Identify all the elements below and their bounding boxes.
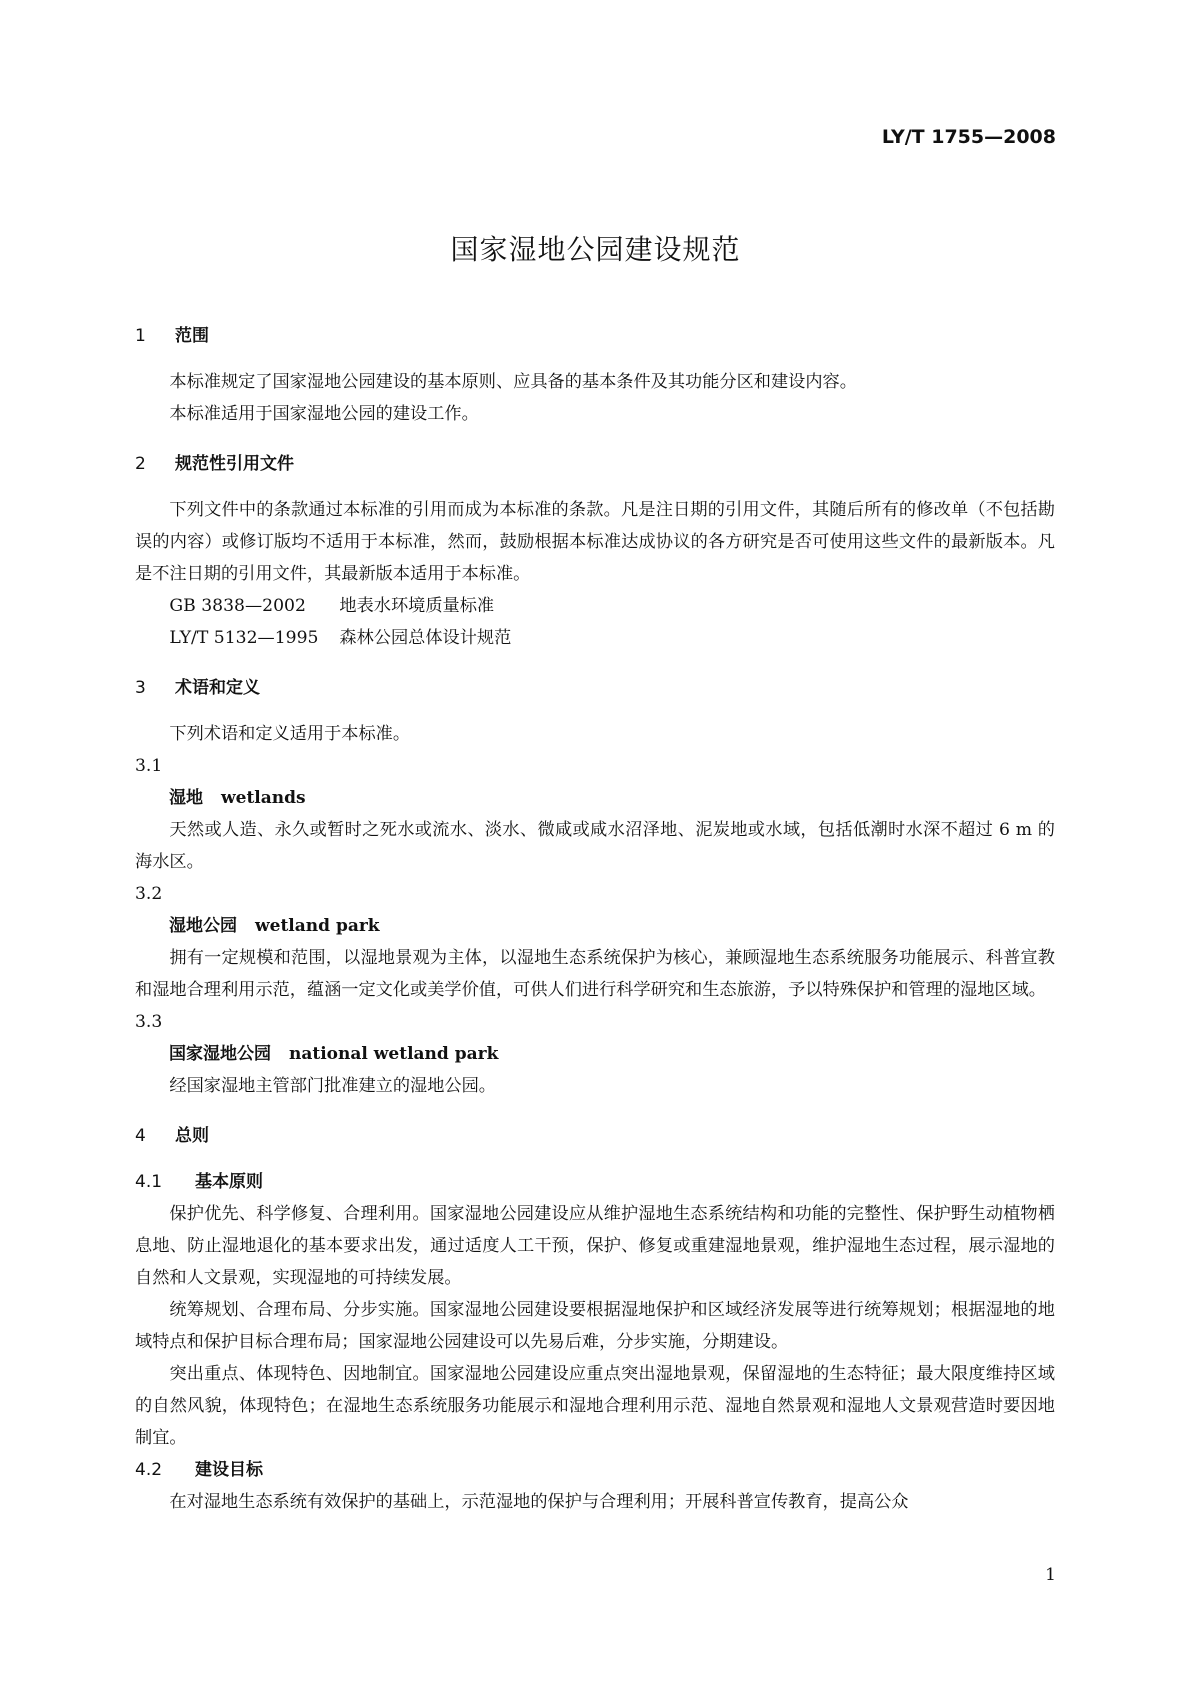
clause-number: 3.2	[135, 884, 163, 904]
section-heading-2	[135, 448, 1055, 480]
subsection-title: 建设目标	[195, 1460, 263, 1480]
paragraph: 在对湿地生态系统有效保护的基础上，示范湿地的保护与合理利用；开展科普宣传教育，提高公众	[169, 1492, 909, 1512]
section-number: 1	[135, 326, 146, 346]
section-title: 总则	[175, 1126, 209, 1146]
subsection-title: 基本原则	[195, 1172, 263, 1192]
document-body	[135, 320, 1055, 1518]
paragraph: 本标准规定了国家湿地公园建设的基本原则、应具备的基本条件及其功能分区和建设内容。	[169, 372, 857, 392]
term-heading	[135, 782, 1055, 814]
subsection-number: 4.1	[135, 1172, 163, 1192]
section-title: 规范性引用文件	[175, 454, 294, 474]
paragraph: 突出重点、体现特色、因地制宜。国家湿地公园建设应重点突出湿地景观，保留湿地的生态特征；最大限度维持区域的自然风貌，体现特色；在湿地生态系统服务功能展示和湿地合理利用示范、湿地自然景观和湿地人文景观营造时要因地制宜。	[135, 1364, 1055, 1448]
term-definition: 经国家湿地主管部门批准建立的湿地公园。	[169, 1076, 496, 1096]
reference-name: 森林公园总体设计规范	[339, 628, 512, 648]
term-heading	[135, 1038, 1055, 1070]
section-title: 范围	[175, 326, 209, 346]
page-number: 1	[1045, 1565, 1056, 1585]
reference-name: 地表水环境质量标准	[339, 596, 495, 616]
subsection-heading	[135, 1454, 1055, 1486]
paragraph: 保护优先、科学修复、合理利用。国家湿地公园建设应从维护湿地生态系统结构和功能的完整性、保护野生动植物栖息地、防止湿地退化的基本要求出发，通过适度人工干预，保护、修复或重建湿地景观，维护湿地生态过程，展示湿地的自然和人文景观，实现湿地的可持续发展。	[135, 1204, 1055, 1288]
subsection-number: 4.2	[135, 1460, 163, 1480]
standard-code: LY/T 1755—2008	[881, 126, 1056, 148]
paragraph: 下列文件中的条款通过本标准的引用而成为本标准的条款。凡是注日期的引用文件，其随后所有的修改单（不包括勘误的内容）或修订版均不适用于本标准，然而，鼓励根据本标准达成协议的各方研究是否可使用这些文件的最新版本。凡是不注日期的引用文件，其最新版本适用于本标准。	[135, 500, 1055, 584]
section-heading-1	[135, 320, 1055, 352]
section-number: 4	[135, 1126, 146, 1146]
section-heading-3	[135, 672, 1055, 704]
section-title: 术语和定义	[175, 678, 260, 698]
clause-number: 3.1	[135, 756, 163, 776]
reference-code: LY/T 5132—1995	[169, 628, 319, 648]
clause-number: 3.3	[135, 1012, 163, 1032]
section-heading-4	[135, 1120, 1055, 1152]
term-definition: 天然或人造、永久或暂时之死水或流水、淡水、微咸或咸水沼泽地、泥炭地或水域，包括低潮时水深不超过 6 m 的海水区。	[135, 820, 1055, 872]
paragraph: 统筹规划、合理布局、分步实施。国家湿地公园建设要根据湿地保护和区域经济发展等进行统筹规划；根据湿地的地域特点和保护目标合理布局；国家湿地公园建设可以先易后难，分步实施，分期建设。	[135, 1300, 1055, 1352]
document-title: 国家湿地公园建设规范	[450, 233, 741, 266]
section-number: 2	[135, 454, 146, 474]
term-chinese: 湿地公园	[169, 916, 237, 936]
section-number: 3	[135, 678, 146, 698]
paragraph: 下列术语和定义适用于本标准。	[169, 724, 411, 744]
term-english: national wetland park	[289, 1044, 499, 1064]
term-chinese: 国家湿地公园	[169, 1044, 271, 1064]
term-english: wetland park	[255, 916, 380, 936]
subsection-heading	[135, 1166, 1055, 1198]
term-definition: 拥有一定规模和范围，以湿地景观为主体，以湿地生态系统保护为核心，兼顾湿地生态系统服务功能展示、科普宣教和湿地合理利用示范，蕴涵一定文化或美学价值，可供人们进行科学研究和生态旅游，予以特殊保护和管理的湿地区域。	[135, 948, 1055, 1000]
reference-item	[135, 590, 1055, 622]
term-english: wetlands	[221, 788, 306, 808]
reference-item	[135, 622, 1055, 654]
paragraph: 本标准适用于国家湿地公园的建设工作。	[169, 404, 479, 424]
term-heading	[135, 910, 1055, 942]
reference-code: GB 3838—2002	[169, 596, 306, 616]
term-chinese: 湿地	[169, 788, 203, 808]
